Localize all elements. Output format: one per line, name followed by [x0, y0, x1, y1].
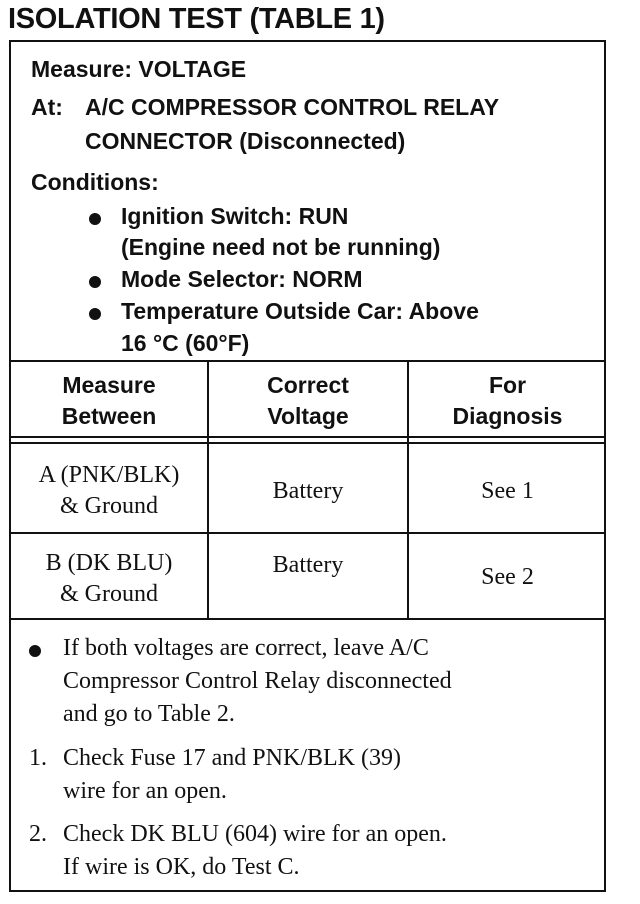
cell-correct-voltage: Battery — [272, 478, 344, 504]
cell-for-diagnosis: See 1 — [481, 478, 534, 504]
cell-measure-between: B (DK BLU) & Ground — [45, 550, 173, 607]
at-location-line1: A/C COMPRESSOR CONTROL RELAY — [85, 94, 500, 120]
divider — [11, 532, 604, 534]
at-label: At: — [31, 94, 63, 120]
conditions-label: Conditions: — [31, 169, 159, 195]
bullet-icon — [89, 308, 101, 320]
condition-temperature-line1: Temperature Outside Car: Above — [121, 298, 479, 324]
note-1-line1: Check Fuse 17 and PNK/BLK (39) — [63, 745, 401, 771]
condition-ignition-line1: Ignition Switch: RUN — [121, 203, 349, 229]
note-bullet-line2: Compressor Control Relay disconnected — [63, 668, 452, 694]
note-bullet-line3: and go to Table 2. — [63, 701, 235, 727]
column-header-for-diagnosis: For Diagnosis — [452, 372, 563, 429]
column-header-correct-voltage: Correct Voltage — [267, 372, 349, 429]
cell-correct-voltage: Battery — [272, 552, 344, 578]
measure-line — [31, 56, 246, 83]
measure-label: Measure: — [31, 56, 132, 82]
measure-value: VOLTAGE — [138, 56, 247, 82]
bullet-icon — [89, 276, 101, 288]
bullet-icon — [89, 213, 101, 225]
divider — [11, 442, 604, 444]
note-1-line2: wire for an open. — [63, 778, 227, 804]
page-title: ISOLATION TEST (TABLE 1) — [8, 3, 385, 35]
note-bullet-line1: If both voltages are correct, leave A/C — [63, 635, 429, 661]
note-number: 2. — [29, 821, 47, 847]
note-2-line1: Check DK BLU (604) wire for an open. — [63, 821, 447, 847]
divider — [11, 360, 604, 362]
cell-measure-between: A (PNK/BLK) & Ground — [38, 462, 180, 519]
cell-for-diagnosis: See 2 — [481, 564, 534, 590]
condition-temperature-line2: 16 °C (60°F) — [121, 330, 250, 356]
note-number: 1. — [29, 745, 47, 771]
note-2-line2: If wire is OK, do Test C. — [63, 854, 300, 880]
condition-ignition-line2: (Engine need not be running) — [121, 234, 441, 260]
condition-mode-selector: Mode Selector: NORM — [121, 266, 363, 292]
column-header-measure-between: Measure Between — [61, 372, 157, 429]
bullet-icon — [29, 645, 41, 657]
divider — [11, 436, 604, 438]
at-location-line2: CONNECTOR (Disconnected) — [85, 128, 406, 154]
divider — [11, 618, 604, 620]
isolation-test-panel — [9, 40, 606, 892]
